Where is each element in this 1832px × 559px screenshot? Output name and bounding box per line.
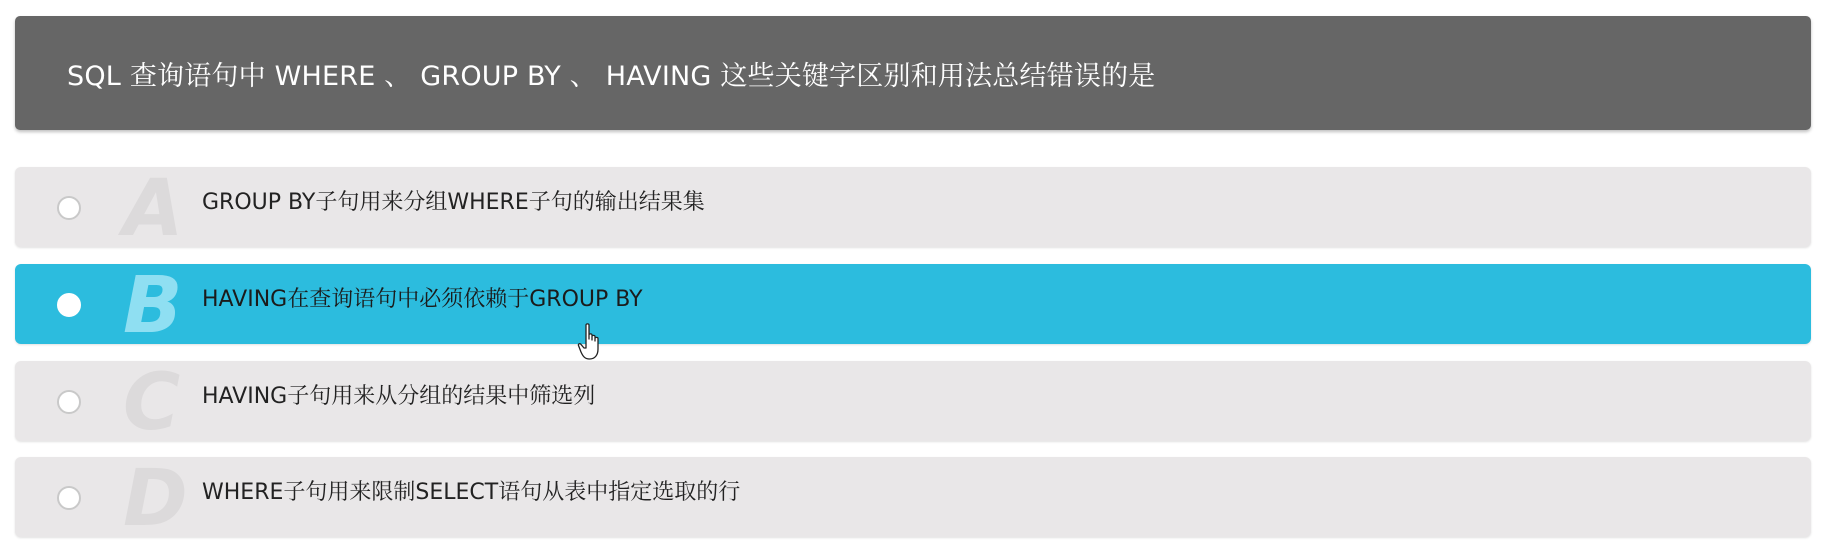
option-b[interactable] — [15, 264, 1811, 344]
option-d-radio[interactable] — [57, 486, 81, 510]
option-d-text: WHERE子句用来限制SELECT语句从表中指定选取的行 — [202, 480, 741, 505]
question-header — [15, 16, 1811, 130]
option-c-text: HAVING子句用来从分组的结果中筛选列 — [202, 384, 596, 409]
option-c-radio[interactable] — [57, 390, 81, 414]
option-a[interactable] — [15, 167, 1811, 247]
option-c-letter: C — [123, 361, 181, 441]
option-b-text: HAVING在查询语句中必须依赖于GROUP BY — [202, 287, 643, 312]
option-b-letter: B — [123, 264, 183, 344]
option-d-letter: D — [123, 457, 188, 537]
option-a-text: GROUP BY子句用来分组WHERE子句的输出结果集 — [202, 190, 705, 215]
option-c[interactable] — [15, 361, 1811, 441]
option-d[interactable] — [15, 457, 1811, 537]
question-text: SQL 查询语句中 WHERE 、 GROUP BY 、 HAVING 这些关键字区别和用法总结错误的是 — [67, 60, 1156, 92]
option-a-radio[interactable] — [57, 196, 81, 220]
option-b-radio[interactable] — [57, 293, 81, 317]
option-a-letter: A — [123, 167, 184, 247]
